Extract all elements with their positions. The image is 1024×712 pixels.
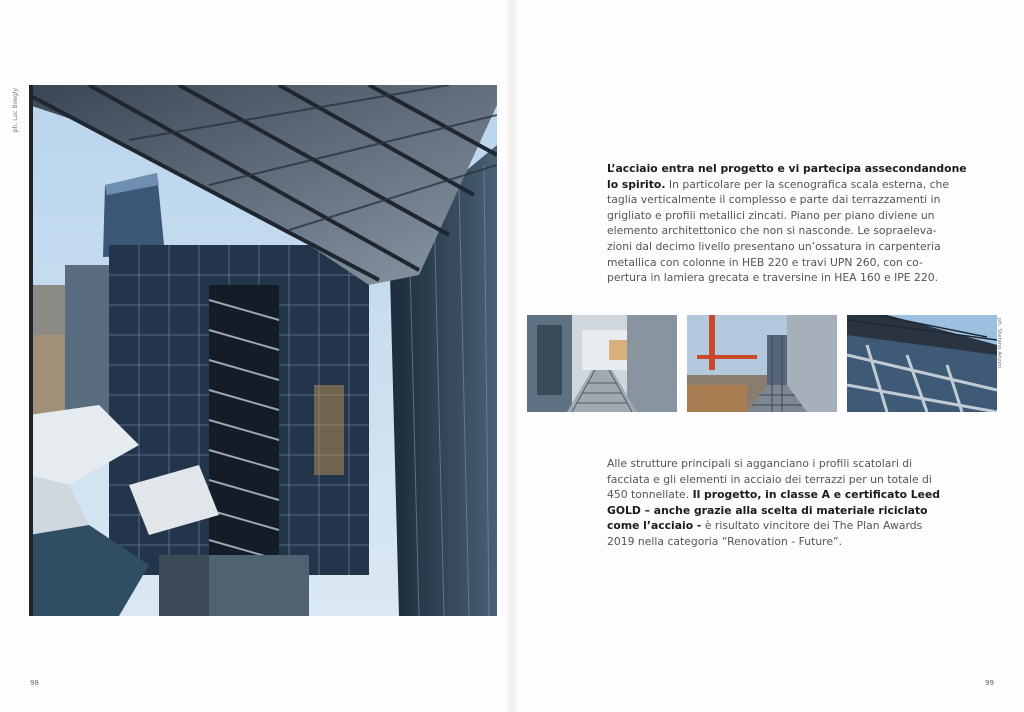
para1-line3: taglia verticalmente il complesso e parte dai terrazzamenti in	[607, 193, 941, 207]
page-gutter	[505, 0, 519, 712]
photo-credit-thumbs: ph. Stefano Anzini	[996, 318, 1002, 369]
para2-line3-plain: 450 tonnellate.	[607, 488, 693, 502]
para1-line7: metallica con colonne in HEB 220 e travi UPN 260, con co-	[607, 255, 923, 269]
para1-line1: L’acciaio entra nel progetto e vi partecipa assecondandone	[607, 162, 967, 175]
paragraph-steel-project	[607, 161, 999, 286]
para2-line6: 2019 nella categoria “Renovation - Future”.	[607, 534, 843, 548]
para2-line5-rest: è risultato vincitore dei The Plan Awards	[701, 519, 923, 533]
page-number-left: 98	[30, 679, 39, 687]
para1-line2-rest: In particolare per la scenografica scala esterna, che	[665, 177, 950, 191]
paragraph-project-award	[607, 456, 999, 550]
para1-line8: pertura in lamiera grecata e traversine in HEA 160 e IPE 220.	[607, 271, 939, 285]
thumb-photo-walkway	[527, 315, 677, 412]
para1-line6: zioni dal decimo livello presentano un’ossatura in carpenteria	[607, 239, 941, 253]
para2-line4-bold: GOLD – anche grazie alla scelta di materiale riciclato	[607, 503, 928, 517]
para2-line3-bold: Il progetto, in classe A e certificato Leed	[692, 488, 941, 502]
thumb-photo-facade	[847, 315, 997, 412]
para2-line1: Alle strutture principali si agganciano i profili scatolari di	[607, 457, 913, 470]
para2-line5-bold: come l’acciaio -	[607, 519, 702, 533]
main-building-photo	[29, 85, 497, 616]
page-number-right: 99	[985, 679, 994, 687]
para2-line2: facciata e gli elementi in acciaio dei terrazzi per un totale di	[607, 472, 932, 486]
thumb-photo-crane	[687, 315, 837, 412]
para1-line2-bold: lo spirito.	[607, 177, 666, 191]
para1-line5: elemento architettonico che non si nasconde. Le sopraeleva-	[607, 224, 937, 238]
photo-credit-main: ph. Luc Boegly	[12, 88, 19, 133]
para1-line4: grigliato e profili metallici zincati. Piano per piano diviene un	[607, 208, 935, 222]
